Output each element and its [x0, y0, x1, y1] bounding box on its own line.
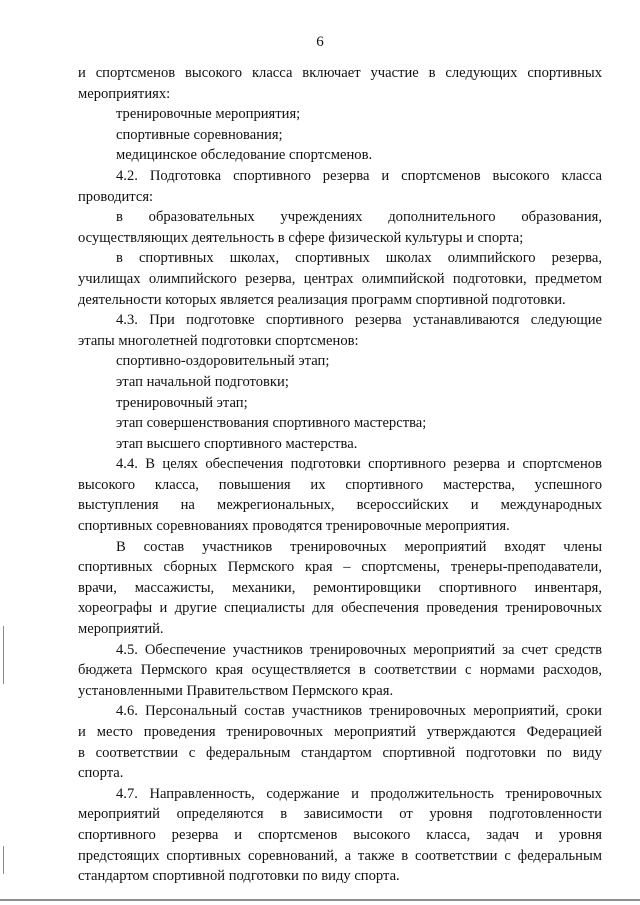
text-line: 4.5. Обеспечение участников тренировочных мероприятий за счет средств: [116, 641, 602, 658]
text-line: 4.7. Направленность, содержание и продолжительность тренировочных: [116, 785, 602, 802]
text-line: высокого класса, повышения их спортивного мастерства, успешного: [78, 476, 602, 493]
text-line: бюджета Пермского края осуществляется в соответствии с нормами расходов,: [78, 662, 602, 679]
text-line: выступления на межрегиональных, всероссийских и международных: [78, 497, 602, 514]
scan-edge-mark: [3, 626, 4, 684]
text-line: мероприятий.: [78, 621, 164, 638]
text-line: 4.6. Персональный состав участников тренировочных мероприятий, сроки: [116, 703, 602, 720]
text-line: 4.3. При подготовке спортивного резерва устанавливаются следующие: [116, 312, 602, 329]
text-line: тренировочный этап;: [116, 394, 248, 411]
text-line: деятельности которых является реализация программ спортивной подготовки.: [78, 291, 566, 308]
text-line: в соответствии с федеральным стандартом спортивной подготовки по виду: [78, 744, 602, 761]
text-line: в спортивных школах, спортивных школах олимпийского резерва,: [116, 250, 602, 267]
text-line: В состав участников тренировочных мероприятий входят члены: [116, 538, 602, 555]
text-line: 4.2. Подготовка спортивного резерва и спортсменов высокого класса: [116, 167, 602, 184]
scan-edge-mark: [3, 846, 4, 874]
text-line: этапы многолетней подготовки спортсменов:: [78, 332, 359, 349]
page-number: 6: [316, 34, 324, 50]
text-line: спортивно-оздоровительный этап;: [116, 353, 330, 370]
text-line: мероприятиях:: [78, 85, 171, 102]
text-line: спортивные соревнования;: [116, 126, 283, 143]
text-line: и место проведения тренировочных мероприятий утверждаются Федерацией: [78, 724, 602, 740]
text-line: проводится:: [78, 188, 154, 205]
text-line: мероприятий определяются в зависимости от уровня подготовленности: [78, 806, 602, 823]
text-line: врачи, массажисты, механики, ремонтировщики спортивного инвентаря,: [78, 579, 602, 596]
text-line: этап совершенствования спортивного мастерства;: [116, 415, 427, 432]
text-line: и спортсменов высокого класса включает участие в следующих спортивных: [78, 65, 602, 81]
document-body: [78, 63, 602, 887]
text-line: стандартом спортивной подготовки по виду спорта.: [78, 868, 400, 885]
text-line: предстоящих спортивных соревнований, а также в соответствии с федеральным: [78, 847, 602, 864]
text-line: этап начальной подготовки;: [116, 373, 289, 390]
text-line: медицинское обследование спортсменов.: [116, 147, 373, 164]
text-line: спортивных соревнованиях проводятся тренировочные мероприятия.: [78, 518, 510, 535]
text-line: в образовательных учреждениях дополнительного образования,: [116, 209, 602, 226]
scan-bottom-edge: [0, 899, 640, 901]
text-line: тренировочные мероприятия;: [116, 106, 301, 123]
text-line: хореографы и другие специалисты для обеспечения проведения тренировочных: [78, 600, 602, 617]
text-line: спорта.: [78, 765, 124, 782]
text-line: установленными Правительством Пермского края.: [78, 682, 394, 699]
text-line: спортивных сборных Пермского края – спортсмены, тренеры-преподаватели,: [78, 559, 602, 576]
text-line: осуществляющих деятельность в сфере физической культуры и спорта;: [78, 229, 524, 246]
text-line: спортивного резерва и спортсменов высокого класса, задач и уровня: [78, 826, 602, 843]
text-line: училищах олимпийского резерва, центрах олимпийской подготовки, предметом: [78, 270, 602, 287]
text-line: этап высшего спортивного мастерства.: [116, 435, 358, 452]
text-line: 4.4. В целях обеспечения подготовки спортивного резерва и спортсменов: [116, 456, 602, 473]
